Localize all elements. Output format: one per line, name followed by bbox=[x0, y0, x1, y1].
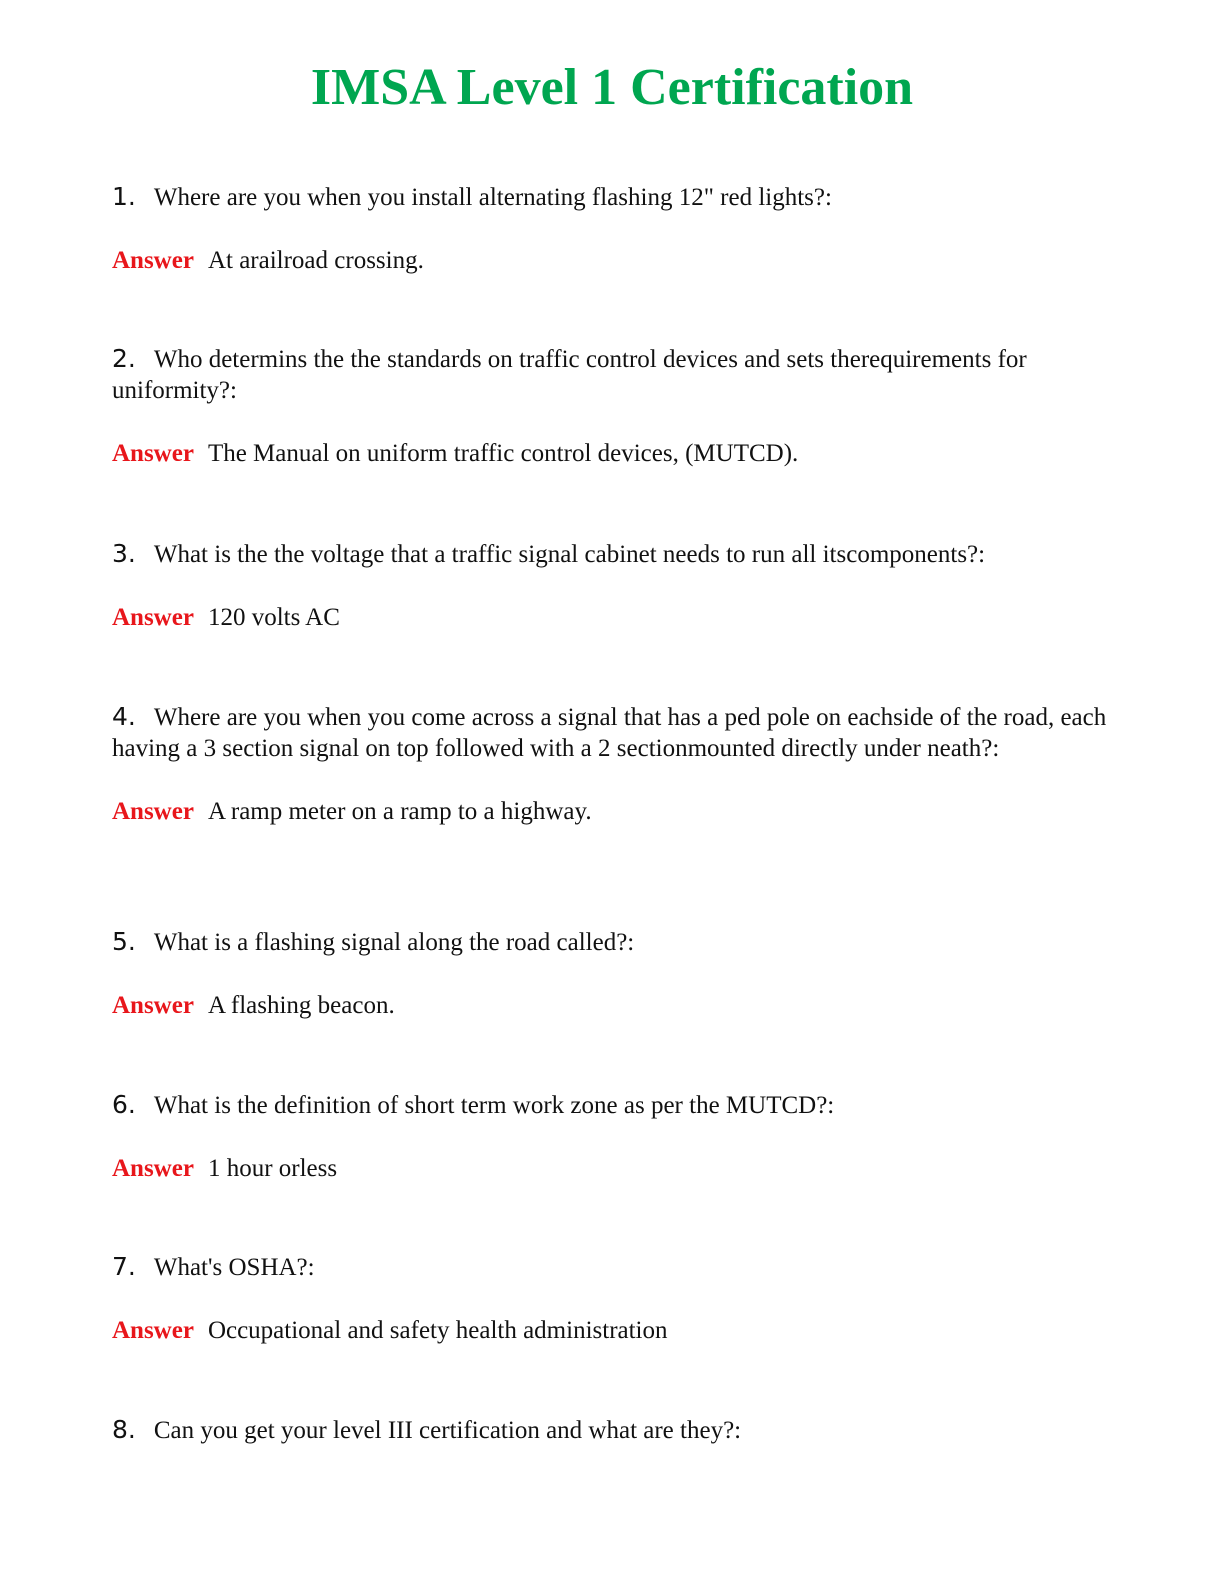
answer-text: A ramp meter on a ramp to a highway. bbox=[207, 798, 592, 825]
question bbox=[112, 538, 1122, 570]
question-number: 4. bbox=[112, 702, 136, 731]
qa-item-6 bbox=[112, 1089, 1122, 1184]
question-number: 5. bbox=[112, 927, 136, 956]
answer bbox=[112, 602, 1122, 633]
answer-text: At arailroad crossing. bbox=[207, 247, 424, 274]
qa-item-5 bbox=[112, 926, 1122, 1021]
answer-label: Answer bbox=[112, 1317, 194, 1344]
question bbox=[112, 1414, 1122, 1446]
question-text: Where are you when you install alternating flashing 12" red lights?: bbox=[153, 184, 832, 211]
answer-label: Answer bbox=[112, 992, 194, 1019]
question bbox=[112, 181, 1122, 213]
question-text: Can you get your level III certification and what are they?: bbox=[153, 1417, 742, 1444]
answer-label: Answer bbox=[112, 1155, 194, 1182]
qa-item-8 bbox=[112, 1414, 1122, 1446]
question-text: Where are you when you come across a signal that has a ped pole on eachside of the road, each having a 3 section signal on top followed with a 2 sectionmounted directly under neath?: bbox=[112, 704, 1107, 762]
question bbox=[112, 1251, 1122, 1283]
question-number: 7. bbox=[112, 1252, 136, 1281]
question-text: What is a flashing signal along the road called?: bbox=[153, 929, 635, 956]
answer-text: 120 volts AC bbox=[207, 604, 340, 631]
question bbox=[112, 926, 1122, 958]
answer-text: 1 hour orless bbox=[207, 1155, 338, 1182]
page-title: IMSA Level 1 Certification bbox=[310, 59, 914, 116]
question bbox=[112, 701, 1122, 764]
question-text: What is the the voltage that a traffic signal cabinet needs to run all itscomponents?: bbox=[153, 541, 986, 568]
question-number: 8. bbox=[112, 1415, 136, 1444]
qa-item-1 bbox=[112, 181, 1122, 276]
question-number: 6. bbox=[112, 1090, 136, 1119]
question-text: What is the definition of short term work zone as per the MUTCD?: bbox=[153, 1092, 835, 1119]
answer bbox=[112, 990, 1122, 1021]
answer-text: The Manual on uniform traffic control devices, (MUTCD). bbox=[207, 440, 799, 467]
question-number: 1. bbox=[112, 182, 136, 211]
qa-item-2 bbox=[112, 343, 1122, 469]
answer-label: Answer bbox=[112, 604, 194, 631]
qa-item-4 bbox=[112, 701, 1122, 827]
qa-item-7 bbox=[112, 1251, 1122, 1346]
qa-item-3 bbox=[112, 538, 1122, 633]
answer bbox=[112, 796, 1122, 827]
answer-text: Occupational and safety health administration bbox=[207, 1317, 668, 1344]
answer-label: Answer bbox=[112, 798, 194, 825]
answer bbox=[112, 1315, 1122, 1346]
answer bbox=[112, 245, 1122, 276]
answer-label: Answer bbox=[112, 247, 194, 274]
question-text: Who determins the the standards on traffic control devices and sets therequirements for uniformity?: bbox=[112, 346, 1027, 404]
question-number: 2. bbox=[112, 344, 136, 373]
answer-label: Answer bbox=[112, 440, 194, 467]
question bbox=[112, 1089, 1122, 1121]
question-text: What's OSHA?: bbox=[153, 1254, 315, 1281]
answer bbox=[112, 438, 1122, 469]
answer-text: A flashing beacon. bbox=[207, 992, 395, 1019]
question-number: 3. bbox=[112, 539, 136, 568]
answer bbox=[112, 1153, 1122, 1184]
question bbox=[112, 343, 1122, 406]
